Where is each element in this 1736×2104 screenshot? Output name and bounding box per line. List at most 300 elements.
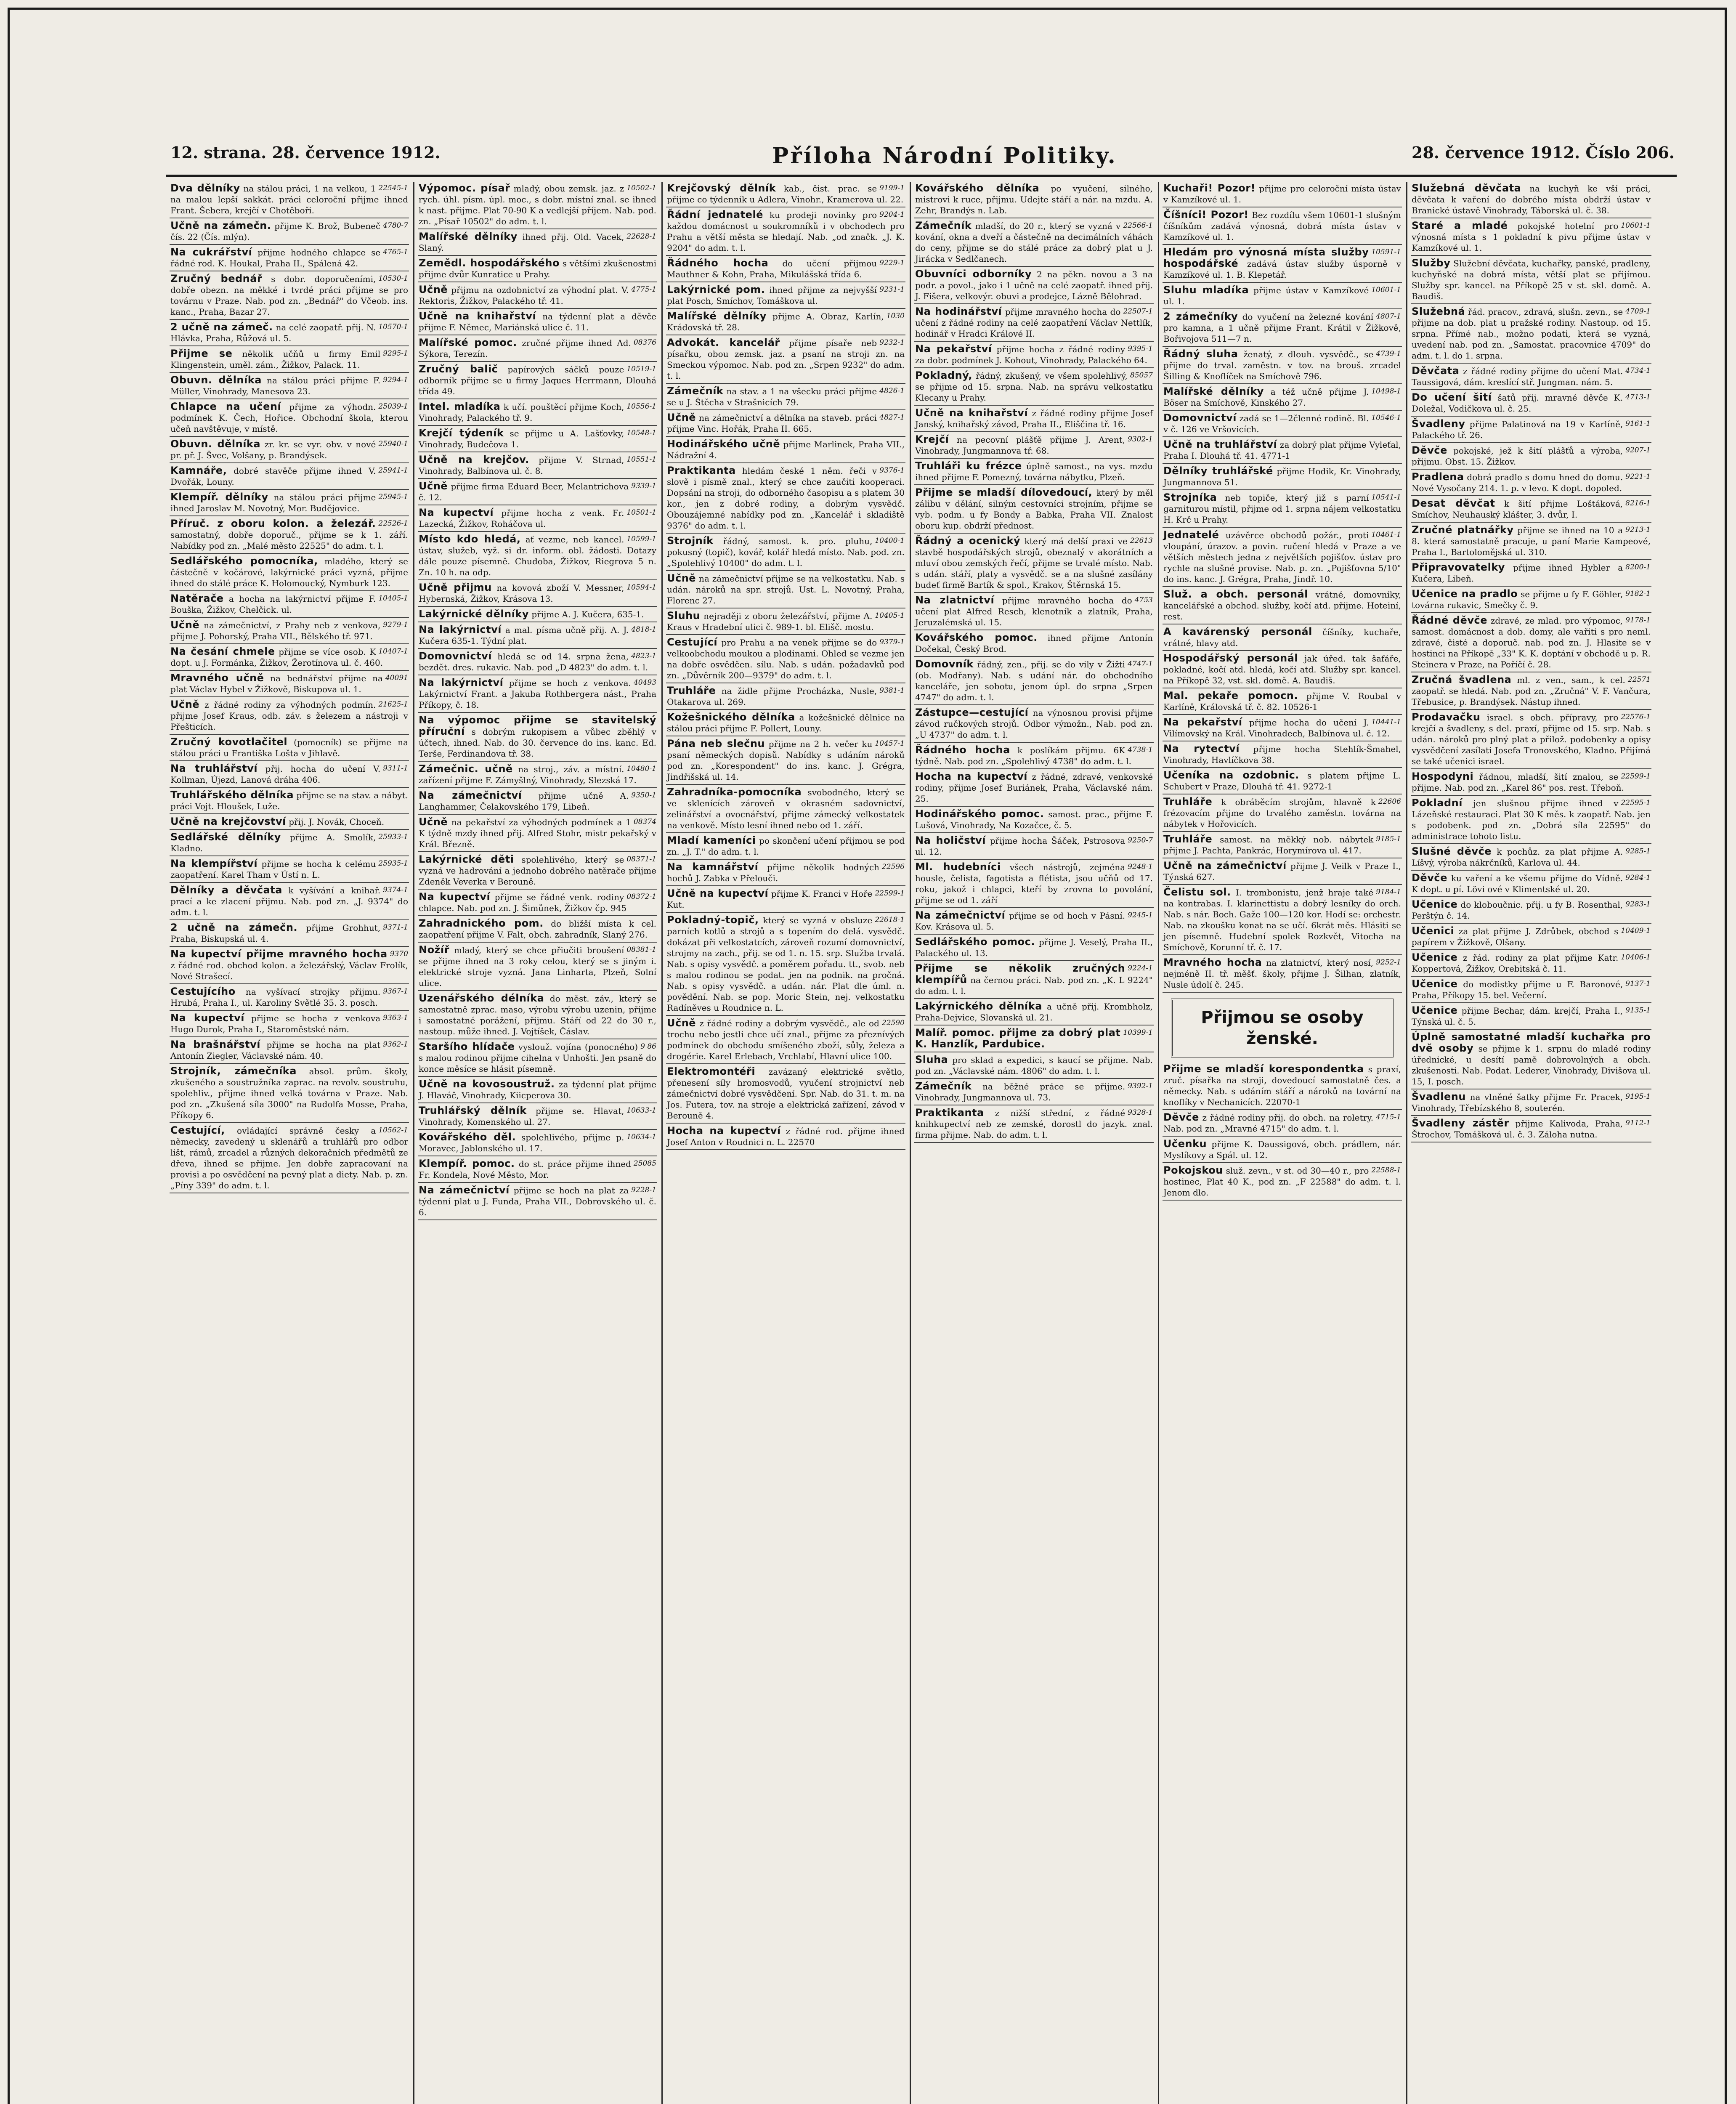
ad-body: se přijme u fy F. Göhler, továrna rukavic, Smečky č. 9.: [1412, 589, 1623, 610]
ad-body: z řád. rodiny za plat přijme Katr. Koppertová, Žižkov, Orebitská č. 11.: [1412, 953, 1619, 974]
ad-heading: Sluhu: [667, 610, 701, 622]
classified-ad: [170, 698, 409, 735]
classified-ad: [1411, 845, 1651, 871]
classified-ad: [170, 592, 409, 618]
classified-ad: [914, 808, 1154, 833]
classified-ad: [1411, 561, 1651, 587]
ad-body: ihned přijme za nejvyšší plat Posch, Smíchov, Tomáškova ul.: [667, 285, 877, 306]
ad-heading: Děvče: [1412, 872, 1447, 884]
classified-ad: [1411, 182, 1651, 218]
ad-heading: Hodinářského učně: [667, 438, 780, 450]
ad-heading: Truhláře: [1163, 833, 1213, 845]
ad-body: uzávěrce obchodů požár., proti vloupání, úrazov. a povin. ručení hledá v Praze a ve větších městech jedna z největších pojišťov. ústav pro rychle na slušné provise. Nab. p. zn. „Pojišťovna 5/10" do ins. kanc. J. Grégra, Praha, Jindř. 10.: [1163, 530, 1401, 584]
classified-ad: [170, 272, 409, 320]
ad-heading: Sedlářské dělníky: [170, 831, 281, 843]
ad-code: 9311-1: [383, 764, 408, 773]
ad-code: 22507-1: [1123, 307, 1153, 316]
ad-heading: Učenku: [1163, 1138, 1207, 1150]
classified-ad: [1411, 417, 1651, 443]
ad-heading: Zámečník: [915, 220, 972, 231]
ad-column-1: [166, 182, 414, 2104]
ad-body: přijme se hocha k celému zaopatření. Karel Tham v Ústí n. L.: [170, 859, 376, 880]
ad-code: 9178-1: [1625, 616, 1651, 624]
ad-code: 4827-1: [879, 413, 905, 422]
ad-heading: Do učení šití: [1412, 391, 1492, 403]
classified-ad: [418, 650, 657, 675]
classified-ad: [1163, 689, 1402, 715]
classified-ad: [1411, 770, 1651, 796]
classified-ad: [1411, 711, 1651, 769]
classified-ad: [418, 1078, 657, 1103]
ad-code: 9248-1: [1128, 863, 1153, 871]
classified-ad: [1411, 523, 1651, 560]
ad-heading: Pokladný-topič,: [667, 914, 759, 926]
classified-ad: [1163, 491, 1402, 528]
ad-code: 25945-1: [378, 493, 408, 501]
classified-ad: [1411, 391, 1651, 417]
ad-heading: Přijme se mladší korespondentka: [1163, 1063, 1364, 1075]
ad-code: 21625-1: [378, 700, 408, 709]
ad-body: přijme J. Veselý, Praha II., Palackého ul. 13.: [915, 937, 1153, 958]
ad-code: 22618-1: [875, 916, 905, 924]
ad-heading: Hospodářský personál: [1163, 652, 1298, 664]
ad-code: 22596: [881, 863, 905, 871]
ad-heading: Lakýrnického dělníka: [915, 1000, 1042, 1012]
ad-heading: Učně: [170, 619, 200, 631]
ad-body: do modistky přijme u F. Baronové, Praha, Příkopy 15. bel. Večerní.: [1412, 979, 1623, 1000]
classified-ad: [914, 658, 1154, 705]
ad-body: řádný, zkušený, ve všem spolehlivý, se přijme od 15. srpna. Nab. na správu velkostatku Klecany u Prahy.: [915, 371, 1153, 403]
ad-heading: Přijme se: [170, 348, 233, 359]
ad-body: šatů přij. mravné děvče K. Doležal, Vodičkova ul. č. 25.: [1412, 393, 1623, 414]
ad-body: na stav. a 1 na všecku práci přijme se u J. Štěcha v Strašnicích 79.: [667, 386, 877, 407]
classified-ad: [170, 815, 409, 830]
ad-heading: Služebná děvčata: [1412, 182, 1521, 194]
classified-ad: [666, 283, 905, 309]
ad-heading: Dva dělníky: [170, 182, 240, 194]
ad-body: zadává ústav služby úsporně v Kamzíkové ul. 1. B. Klepetář.: [1163, 259, 1402, 280]
classified-ad: [170, 645, 409, 671]
ad-body: Služební děvčata, kuchařky, panské, pradleny, kuchyňské na dobrá místa, větší plat se přijímou. Služby spr. kancel. na Příkopě 25 v st. skl. domě. A. Baudiš.: [1412, 258, 1651, 301]
ad-heading: Řádného hocha: [667, 257, 769, 269]
classified-ad: [418, 1184, 657, 1220]
classified-ad: [666, 861, 905, 886]
ad-heading: Krejčí týdeník: [419, 427, 504, 439]
ad-heading: Malířské pomoc.: [419, 337, 517, 348]
ad-heading: Zámečník: [667, 385, 724, 397]
ad-heading: Čelistu sol.: [1163, 886, 1231, 898]
ad-heading: Strojníka: [1163, 491, 1217, 503]
ad-body: na stroj., záv. a místní. zařízení přijme F. Zámyšlný, Vinohrady, Slezská 17.: [419, 764, 637, 785]
classified-ad: [1163, 1164, 1402, 1201]
ad-body: číšníky, kuchaře, vrátné, hlavy atd.: [1163, 627, 1401, 648]
ad-body: přijme se hocha na plat Antonín Ziegler, Václavské nám. 40.: [170, 1040, 381, 1061]
classified-ad: [914, 460, 1154, 485]
ad-body: na zámečnictví a dělníka na staveb. práci přijme Vinc. Hořák, Praha II. 665.: [667, 413, 877, 434]
ad-heading: Hocha na kupectví: [667, 1125, 781, 1137]
ad-heading: Služ. a obch. personál: [1163, 588, 1308, 600]
classified-ad: [1163, 859, 1402, 885]
classified-ad: [914, 706, 1154, 743]
classified-ad: [1163, 956, 1402, 993]
ad-code: 85057: [1130, 371, 1153, 380]
ad-body: do učení přijmou Mauthner & Kohn, Praha, Mikulášská třída 6.: [667, 258, 877, 279]
ad-heading: Řádný sluha: [1163, 348, 1238, 360]
classified-ad: [418, 506, 657, 532]
classified-ad: [914, 834, 1154, 860]
ad-heading: Praktikanta: [915, 1107, 984, 1118]
ad-body: řádnou, mladší, šití znalou, se přijme. Nab. pod zn. „Karel 86" pos. rest. Třeboň.: [1412, 772, 1624, 793]
ad-body: který má delší praxi ve stavbě hospodářských strojů, obeznalý v akorátních a mluví obou zemských řečí, přijme se trvalé místo. Nab. s udán. stáří, platy a vysvědč. se a na slušné zasílány budeť firmě Bartík & spol., Krakov, Štěrnská 15.: [915, 536, 1153, 590]
classified-ad: [170, 921, 409, 947]
ad-code: 8200-1: [1625, 563, 1651, 571]
classified-ad: [1163, 385, 1402, 411]
ad-body: s dobrým rukopisem a vůbec zběhlý v účtech, ihned. Nab. do 30. července do ins. kanc. Ed. Terše, Ferdinandova tř. 38.: [419, 727, 656, 759]
ad-code: 10501-1: [626, 508, 656, 517]
ad-code: 9185-1: [1376, 835, 1401, 843]
classified-ad: [170, 219, 409, 245]
ad-heading: Na pekařství: [1163, 716, 1242, 728]
ad-body: z řádné rodiny a dobrým vysvědč., ale od trochu nebo jestli chce učí znal., přijme za přeznívých podmínek do obchodu smíšeného zboží, sůly, železa a drogérie. Karel Erlebach, Vrchlabí, Hlavní ulice 100.: [667, 1018, 905, 1061]
ad-code: 10498-1: [1371, 387, 1401, 396]
classified-ad: [1411, 1117, 1651, 1142]
classified-ad: [666, 1065, 905, 1124]
classified-ad: [914, 935, 1154, 961]
ad-heading: Pradlena: [1412, 471, 1464, 483]
ad-body: zručné přijme ihned Ad. Sýkora, Terezín.: [419, 338, 631, 359]
ad-code: 9229-1: [879, 259, 905, 267]
ad-body: přijme Grohhut, Praha, Biskupská ul. 4.: [170, 923, 381, 944]
ad-code: 4713-1: [1625, 393, 1651, 401]
ad-body: kab., čist. prac. se přijme co týdenník u Adlera, Vinohr., Kramerova ul. 22.: [667, 183, 904, 205]
ad-body: I. trombonistu, jenž hraje také na kontrabas. I. klarinettistu a dobrý lesníky do orch. Nab. s nár. Boch. Gaže 100—120 kor. Hodí se: orchestr. Nab. na zkoušku konat na se učí. 6krát měs. Hlásiti se jen písemně. Hudební spolek Rozkvět, Vitocha na Smíchově, Korunní tř. č. 17.: [1163, 887, 1401, 952]
ad-body: na celé zaopatř. přij. N. Hlávka, Praha, Růžová ul. 5.: [170, 322, 376, 343]
ad-heading: Na rytectví: [1163, 743, 1240, 754]
ad-code: 10406-1: [1621, 953, 1651, 962]
classified-ad: [1411, 871, 1651, 897]
ad-heading: 2 zámečníky: [1163, 311, 1238, 322]
ad-heading: Zručné platnářky: [1412, 524, 1514, 536]
ad-code: 4715-1: [1376, 1113, 1401, 1121]
classified-ad: [1163, 310, 1402, 347]
classified-ad: [418, 257, 657, 282]
ad-heading: Ml. hudebníci: [915, 861, 1001, 873]
ad-body: na vlněné šatky přijme Fr. Pracek, Vinohrady, Třebízského 8, souterén.: [1412, 1092, 1623, 1113]
ad-body: přijme se více osob. K dopt. u J. Formánka, Žižkov, Žerotínova ul. č. 460.: [170, 647, 383, 668]
ad-code: 9371-1: [383, 923, 408, 932]
ad-body: a mal. písma učně přij. A. J. Kučera 635-1. Týdní plat.: [419, 625, 629, 646]
ad-column-2: [414, 182, 663, 2104]
ad-heading: Kovářského dělníka: [915, 182, 1040, 194]
ad-body: přijme se ihned na 10 a 8. která samostatně pracuje, u paní Marie Kampeové, Praha I., Bartolomějská ul. 310.: [1412, 525, 1651, 557]
ad-body: se přijme k 1. srpnu do mladé rodiny úřednické, u desítí pamě dobrovolných a obch. zkušenosti. Nab. Podat. Lederer, Vinohrady, Divišova ul. 15, I. posch.: [1412, 1044, 1651, 1087]
ad-body: na bednářství přijme na plat Václav Hybel v Žižkově, Biskupova ul. 1.: [170, 673, 383, 694]
ad-code: 9199-1: [879, 184, 905, 192]
classified-ad: [418, 992, 657, 1039]
ad-heading: Na hodinářství: [915, 306, 1002, 317]
ad-body: který se vyzná v obsluze parních kotlů a strojů a s topením do delá. vysvědč. dokázat při velkostatcích, zároveň rozumí domovnictví, strojmy na zach., přij. se od 1. n. 15. srp. Služba trvalá. Nab. s opisy vysvědč. a poměrem pořadu. tt., svob. neb s malou rodinou se podat. jen na podnik. na pročná. Nab. s opisy vysvědč. a udán. nár. Plat dle úml. n. povědění. Nab. se pop. Moric Stein, nej. velkostatku Radíněves u Roudnice n. L.: [667, 915, 905, 1013]
ad-code: 10405-1: [875, 611, 905, 620]
ad-body: na vyšívací strojky přijmu. Hrubá, Praha I., ul. Karoliny Světlé 35. 3. posch.: [170, 987, 381, 1008]
ad-body: zr. kr. se vyr. obv. v nové pr. př. J. Švec, Volšany, p. Brandýsek.: [170, 439, 376, 460]
ad-heading: Řádné děvče: [1412, 614, 1488, 626]
classified-ad: [418, 917, 657, 943]
ad-body: přijme se od hoch v Pásní. Kov. Krásova ul. 5.: [915, 911, 1125, 932]
classified-ad: [1411, 673, 1651, 710]
ad-code: 9135-1: [1625, 1006, 1651, 1015]
ad-heading: Truhlářského dělníka: [170, 789, 294, 801]
ad-code: 8216-1: [1625, 499, 1651, 507]
classified-ad: [418, 363, 657, 399]
ad-heading: Zahradníka-pomocníka: [667, 786, 802, 798]
ad-heading: Zámečník: [915, 1080, 972, 1092]
ad-code: 9 86: [640, 1042, 656, 1051]
ad-code: 1030: [886, 312, 905, 320]
ad-heading: Kožešnického dělníka: [667, 711, 795, 723]
ad-body: neb topiče, který již s parní garniturou místil, přijme od 1. srpna nájem velkostatku H. Krč u Prahy.: [1163, 493, 1401, 525]
page-header-title: Příloha Národní Politiky.: [772, 143, 1117, 169]
ad-body: samost. na měkký nob. nábytek přijme J. Pachta, Pankrác, Horymírova ul. 417.: [1163, 834, 1374, 855]
ad-heading: Učně na truhlářství: [1163, 438, 1277, 450]
classified-ad: [666, 1017, 905, 1064]
ad-body: k vyšívání a knihař. prací a ke zlacení přijmu. Nab. pod zn. „J. 9374" do adm. t. l.: [170, 885, 408, 917]
ad-code: 10519-1: [626, 365, 656, 373]
ad-body: hledá se od 14. srpna žena, bezdět. dres. rukavic. Nab. pod „D 4823" do adm. t. l.: [419, 651, 648, 672]
ad-code: 9161-1: [1625, 420, 1651, 428]
classified-ad: [1163, 529, 1402, 587]
ad-code: 10530-1: [378, 274, 408, 283]
ad-heading: Učně na kovosoustruž.: [419, 1078, 555, 1090]
classified-ad: [914, 1106, 1154, 1143]
classified-ad: [914, 744, 1154, 769]
ad-heading: Zručný kovotlačitel: [170, 736, 288, 748]
ad-body: nejraději z oboru železářství, přijme A. Kraus v Hradební ulici č. 989-1. bl. Elišč. mostu.: [667, 611, 874, 632]
ad-code: 25935-1: [378, 859, 408, 868]
classified-ad: [914, 594, 1154, 630]
ad-heading: Truhláři ku frézce: [915, 460, 1022, 472]
ad-body: na černou práci. Nab. pod zn. „K. L 9224" do adm. t. l.: [915, 975, 1153, 996]
classified-ad: [666, 1124, 905, 1150]
ad-body: přijme ústav v Kamzíkové ul. 1.: [1163, 285, 1369, 306]
classified-ad: [666, 737, 905, 785]
ad-code: 9362-1: [383, 1040, 408, 1049]
ad-body: hledám české 1 něm. řeči v slově i písmě znal., který se chce zaučiti kooperaci. Dopsání na stroji, do odborného časopisu a s platem 30 kor., jen z dobré rodiny, a dobrým vysvědč. Obouzájemné nabídky pod zn. „Kancelář i skladiště 9376" do adm. t. l.: [667, 466, 905, 531]
ad-body: z řádné rodiny přij. do obch. na roletry. Nab. pod zn. „Mravné 4715" do adm. t. l.: [1163, 1113, 1374, 1134]
ad-code: 25933-1: [378, 833, 408, 841]
ad-code: 9224-1: [1128, 964, 1153, 972]
classified-ad: [170, 831, 409, 856]
ad-code: 22566-1: [1123, 221, 1153, 230]
classified-ad: [666, 572, 905, 608]
classified-ad: [170, 374, 409, 399]
ad-body: přijme hocha z řádné rodiny za dobr. podmínek J. Kohout, Vinohrady, Palackého 64.: [915, 344, 1147, 365]
ad-body: do měst. záv., který se samostatně zprac. maso, výrobu výrobu uzenin, přijme i samostatné porážení, přijmu. Stáří od 22 do 30 r., nastoup. může ihned. J. Vojtíšek, Čáslav.: [419, 994, 656, 1036]
ad-body: přijme J. Veilk v Praze I., Týnská 627.: [1163, 861, 1401, 882]
classified-ad: [1411, 587, 1651, 613]
ad-heading: Truhláře: [667, 685, 716, 696]
classified-ad: [170, 182, 409, 218]
ad-code: 9182-1: [1625, 590, 1651, 598]
classified-ad: [418, 608, 657, 622]
classified-ad: [1163, 769, 1402, 794]
ad-code: 10556-1: [626, 402, 656, 411]
ad-heading: Intel. mladíka: [419, 401, 501, 412]
classified-ad: [170, 789, 409, 814]
ad-heading: Domovník: [915, 658, 974, 670]
classified-ad: [418, 581, 657, 607]
ad-body: přijme hocha Šáček, Pstrosova ul. 12.: [915, 836, 1125, 857]
ad-heading: Cestující,: [170, 1124, 225, 1136]
classified-ad: [418, 283, 657, 309]
ad-body: přij. hocha do učení V. Kollman, Újezd, Lanová dráha 406.: [170, 764, 381, 785]
ad-body: z nižší střední, z řádné knihkupectví neb ze zemské, dorostl do jazyk. znal. firma přijme. Nab. do adm. t. l.: [915, 1108, 1153, 1140]
classified-ad: [170, 464, 409, 490]
ad-code: 4807-1: [1376, 312, 1401, 321]
ad-heading: Strojník, zámečníka: [170, 1065, 297, 1077]
classified-ad: [914, 268, 1154, 304]
classified-ad: [418, 1104, 657, 1130]
classified-ad: [666, 636, 905, 683]
ad-code: 10400-1: [875, 537, 905, 545]
ad-heading: Lakýrnické dělníky: [419, 608, 529, 620]
ad-body: dobré stavěče přijme ihned V. Dvořák, Louny.: [170, 466, 376, 487]
ad-heading: Klempíř. pomoc.: [419, 1158, 515, 1169]
ad-body: přijme se. Hlavat, Vinohrady, Komenského ul. 27.: [419, 1106, 624, 1127]
ad-body: zavázaný elektrické světlo, přenesení síly hromosvodů, vyučení strojnictví neb zámečnictví dobré vysvědčení. Spr. Nab. do 31. t. m. na Jos. Futera, tov. na stroje a elektrická zařízení, závod v Berouně 4.: [667, 1067, 905, 1121]
ad-code: 9350-1: [631, 791, 656, 800]
classified-ad: [914, 1080, 1154, 1105]
classified-ad: [418, 943, 657, 991]
classified-ad: [170, 948, 409, 984]
classified-ad: [1163, 348, 1402, 384]
ad-body: s většími zkušenostmi přijme dvůr Kunratice u Prahy.: [419, 258, 656, 279]
ad-code: 10546-1: [1371, 414, 1401, 422]
ad-heading: Kuchaři! Pozor!: [1163, 182, 1256, 194]
ad-body: na kovová zboží V. Messner, Hybernská, Žižkov, Krásova 13.: [419, 583, 624, 604]
classified-ad: [914, 343, 1154, 368]
ad-code: 9213-1: [1625, 526, 1651, 534]
ad-body: přijme Kalivoda, Praha, Štrochov, Tomášková ul. č. 3. Záloha nutna.: [1412, 1118, 1623, 1140]
ad-body: přijme několik hodných hochů J. Zabka v Přelouči.: [667, 862, 879, 883]
ad-code: 10407-1: [378, 647, 408, 656]
ad-code: 22595-1: [1621, 799, 1651, 807]
classified-ad: [1411, 1031, 1651, 1089]
classified-ad: [170, 1012, 409, 1037]
ad-code: 9252-1: [1376, 958, 1401, 967]
classified-ad: [1411, 797, 1651, 844]
ad-code: 22599-1: [875, 889, 905, 898]
classified-ad: [666, 834, 905, 860]
ad-body: řád. pracov., zdravá, slušn. zevn., se přijme na dob. plat u pražské rodiny. Nastoup. od 15. srpna. Přímé nab., možno podati, která se vyzná, uvedení nab. pod zn. „Samostat. pracovnice 4709" do adm. t. l. do 1. srpna.: [1412, 307, 1651, 361]
classified-ad: [1411, 614, 1651, 672]
ad-code: 9339-1: [631, 482, 656, 490]
ad-code: 9285-1: [1625, 847, 1651, 855]
ad-heading: Na holičství: [915, 834, 986, 846]
classified-ad: [1163, 833, 1402, 858]
classified-ad: [1411, 497, 1651, 523]
ad-heading: Zámečnic. učně: [419, 763, 513, 775]
ad-heading: Na kupectví: [419, 507, 494, 518]
ad-body: přijme se na stav. a nábyt. práci Vojt. Hloušek, Luže.: [170, 790, 409, 811]
ad-body: na týdenní plat a děvče přijme F. Němec, Mariánská ulice č. 11.: [419, 311, 656, 332]
classified-ad: [914, 1000, 1154, 1025]
section-banner: Přijmou se osoby ženské.: [1171, 999, 1394, 1057]
ad-code: 4818-1: [631, 625, 656, 634]
ad-heading: Pána neb slečnu: [667, 738, 765, 749]
ad-body: přijme K. Franci v Hoře Kut.: [667, 889, 873, 910]
ad-body: přijme Palatinová na 19 v Karlíně, Palackého tř. 26.: [1412, 419, 1623, 440]
ad-code: 9228-1: [631, 1186, 656, 1194]
ad-code: 22590: [881, 1019, 905, 1027]
classified-ad: [418, 336, 657, 362]
ad-code: 4753: [1134, 596, 1153, 604]
ad-heading: Učně na zámečnictví: [1163, 860, 1287, 871]
ad-code: 9184-1: [1376, 888, 1401, 896]
ad-code: 9112-1: [1625, 1119, 1651, 1127]
ad-heading: Učně: [170, 699, 200, 710]
ad-body: z řádné rodiny přijme do učení Mat. Taussigová, dám. kreslící stř. Jungman. nám. 5.: [1412, 366, 1623, 387]
classified-ad: [170, 762, 409, 788]
ad-heading: Chlapce na učení: [170, 401, 281, 412]
ad-code: 9367-1: [383, 987, 408, 996]
ad-heading: Truhlářský dělník: [419, 1105, 527, 1116]
ad-heading: Pokojskou: [1163, 1164, 1223, 1176]
classified-ad: [1163, 652, 1402, 688]
ad-heading: Učenice na pradlo: [1412, 588, 1518, 600]
classified-ad: [666, 711, 905, 736]
ad-heading: Zahradnického pom.: [419, 917, 544, 929]
ad-heading: Malířské dělníky: [667, 310, 767, 322]
ad-body: přijme V. Roubal v Karlíně, Královská tř. č. 82. 10526-1: [1163, 691, 1402, 712]
ad-body: ml. z ven., sam., k cel. zaopatř. se hledá. Nab. pod zn. „Zručná" V. F. Vančura, Třebusice, p. Brandýsek. Nástup ihned.: [1412, 675, 1651, 707]
ad-body: řádný, zen., přij. se do vily v Žižti (ob. Modřany). Nab. s udání nár. do obchodního kanceláře, jen sobotu, jenom úpl. do srpna „Srpen 4747" do adm. t. l.: [915, 659, 1153, 702]
ad-body: na stálou práci, 1 na velkou, 1 na malou lepší sakkát. práci celoroční přijme ihned Frant. Šebera, krejčí v Chotěboři.: [170, 183, 408, 215]
ad-heading: Učně na knihařství: [915, 407, 1028, 419]
ad-heading: Malíř. pomoc. přijme za dobrý plat K. Hanzlík, Pardubice.: [915, 1027, 1121, 1050]
ad-heading: Učenice: [1412, 951, 1458, 963]
ad-code: 10548-1: [626, 429, 656, 437]
classified-ad: [418, 1040, 657, 1077]
ad-code: 08381-1: [626, 946, 656, 954]
ad-heading: Hospodyni: [1412, 770, 1474, 782]
ad-body: spolehlivého, přijme p. Moravec, Jablonského ul. 17.: [419, 1132, 624, 1153]
ad-code: 9232-1: [879, 338, 905, 347]
ad-body: přijme V. Strnad, Vinohrady, Balbínova ul. č. 8.: [419, 455, 624, 476]
ad-heading: Číšníci! Pozor!: [1163, 209, 1249, 220]
ad-body: zdravé, ze mlad. pro výpomoc, samost. domácnost a dob. domy, ale vařiti s pro neml. zdravé, čisté a doporuč. nab. pod zn. J. Hlasite se v hostinci na Příkopě „33" K. K. doptání v obchodě u p. R. Steinera v Praze, na Poříčí č. 28.: [1412, 616, 1651, 669]
ad-heading: Mladí kameníci: [667, 834, 756, 846]
classified-ad: [1163, 438, 1402, 464]
ad-heading: Obuvn. dělníka: [170, 374, 262, 386]
ad-body: ku vaření a ke všemu přijme do Vídně. K dopt. u pí. Lövi ové v Klimentské ul. 20.: [1412, 873, 1623, 894]
ad-heading: Klempíř. dělníky: [170, 491, 268, 503]
ad-column-3: [663, 182, 911, 2104]
classified-ad: [666, 385, 905, 410]
ad-code: 9284-1: [1625, 874, 1651, 882]
ad-code: 4747-1: [1128, 660, 1153, 668]
ad-body: za plat přijme J. Zdrůbek, obchod s papírem v Žižkově, Olšany.: [1412, 926, 1619, 947]
ad-heading: Lakýrnické pom.: [667, 284, 765, 295]
classified-ad: [1411, 951, 1651, 977]
classified-ad: [418, 714, 657, 762]
classified-ad: [914, 486, 1154, 534]
classified-ad: [1163, 284, 1402, 309]
ad-body: po vyučení, silného, mistrovi k ruce, přijmu. Udejte stáří a nár. na mzdu. A. Zehr, Brandýs n. Lab.: [915, 183, 1153, 215]
ad-heading: Hodinářského pomoc.: [915, 808, 1044, 820]
ad-heading: Učně na zámečn.: [170, 220, 271, 231]
ad-heading: Staršího hlídače: [419, 1041, 515, 1052]
ad-heading: Výpomoc. písař: [419, 182, 510, 194]
